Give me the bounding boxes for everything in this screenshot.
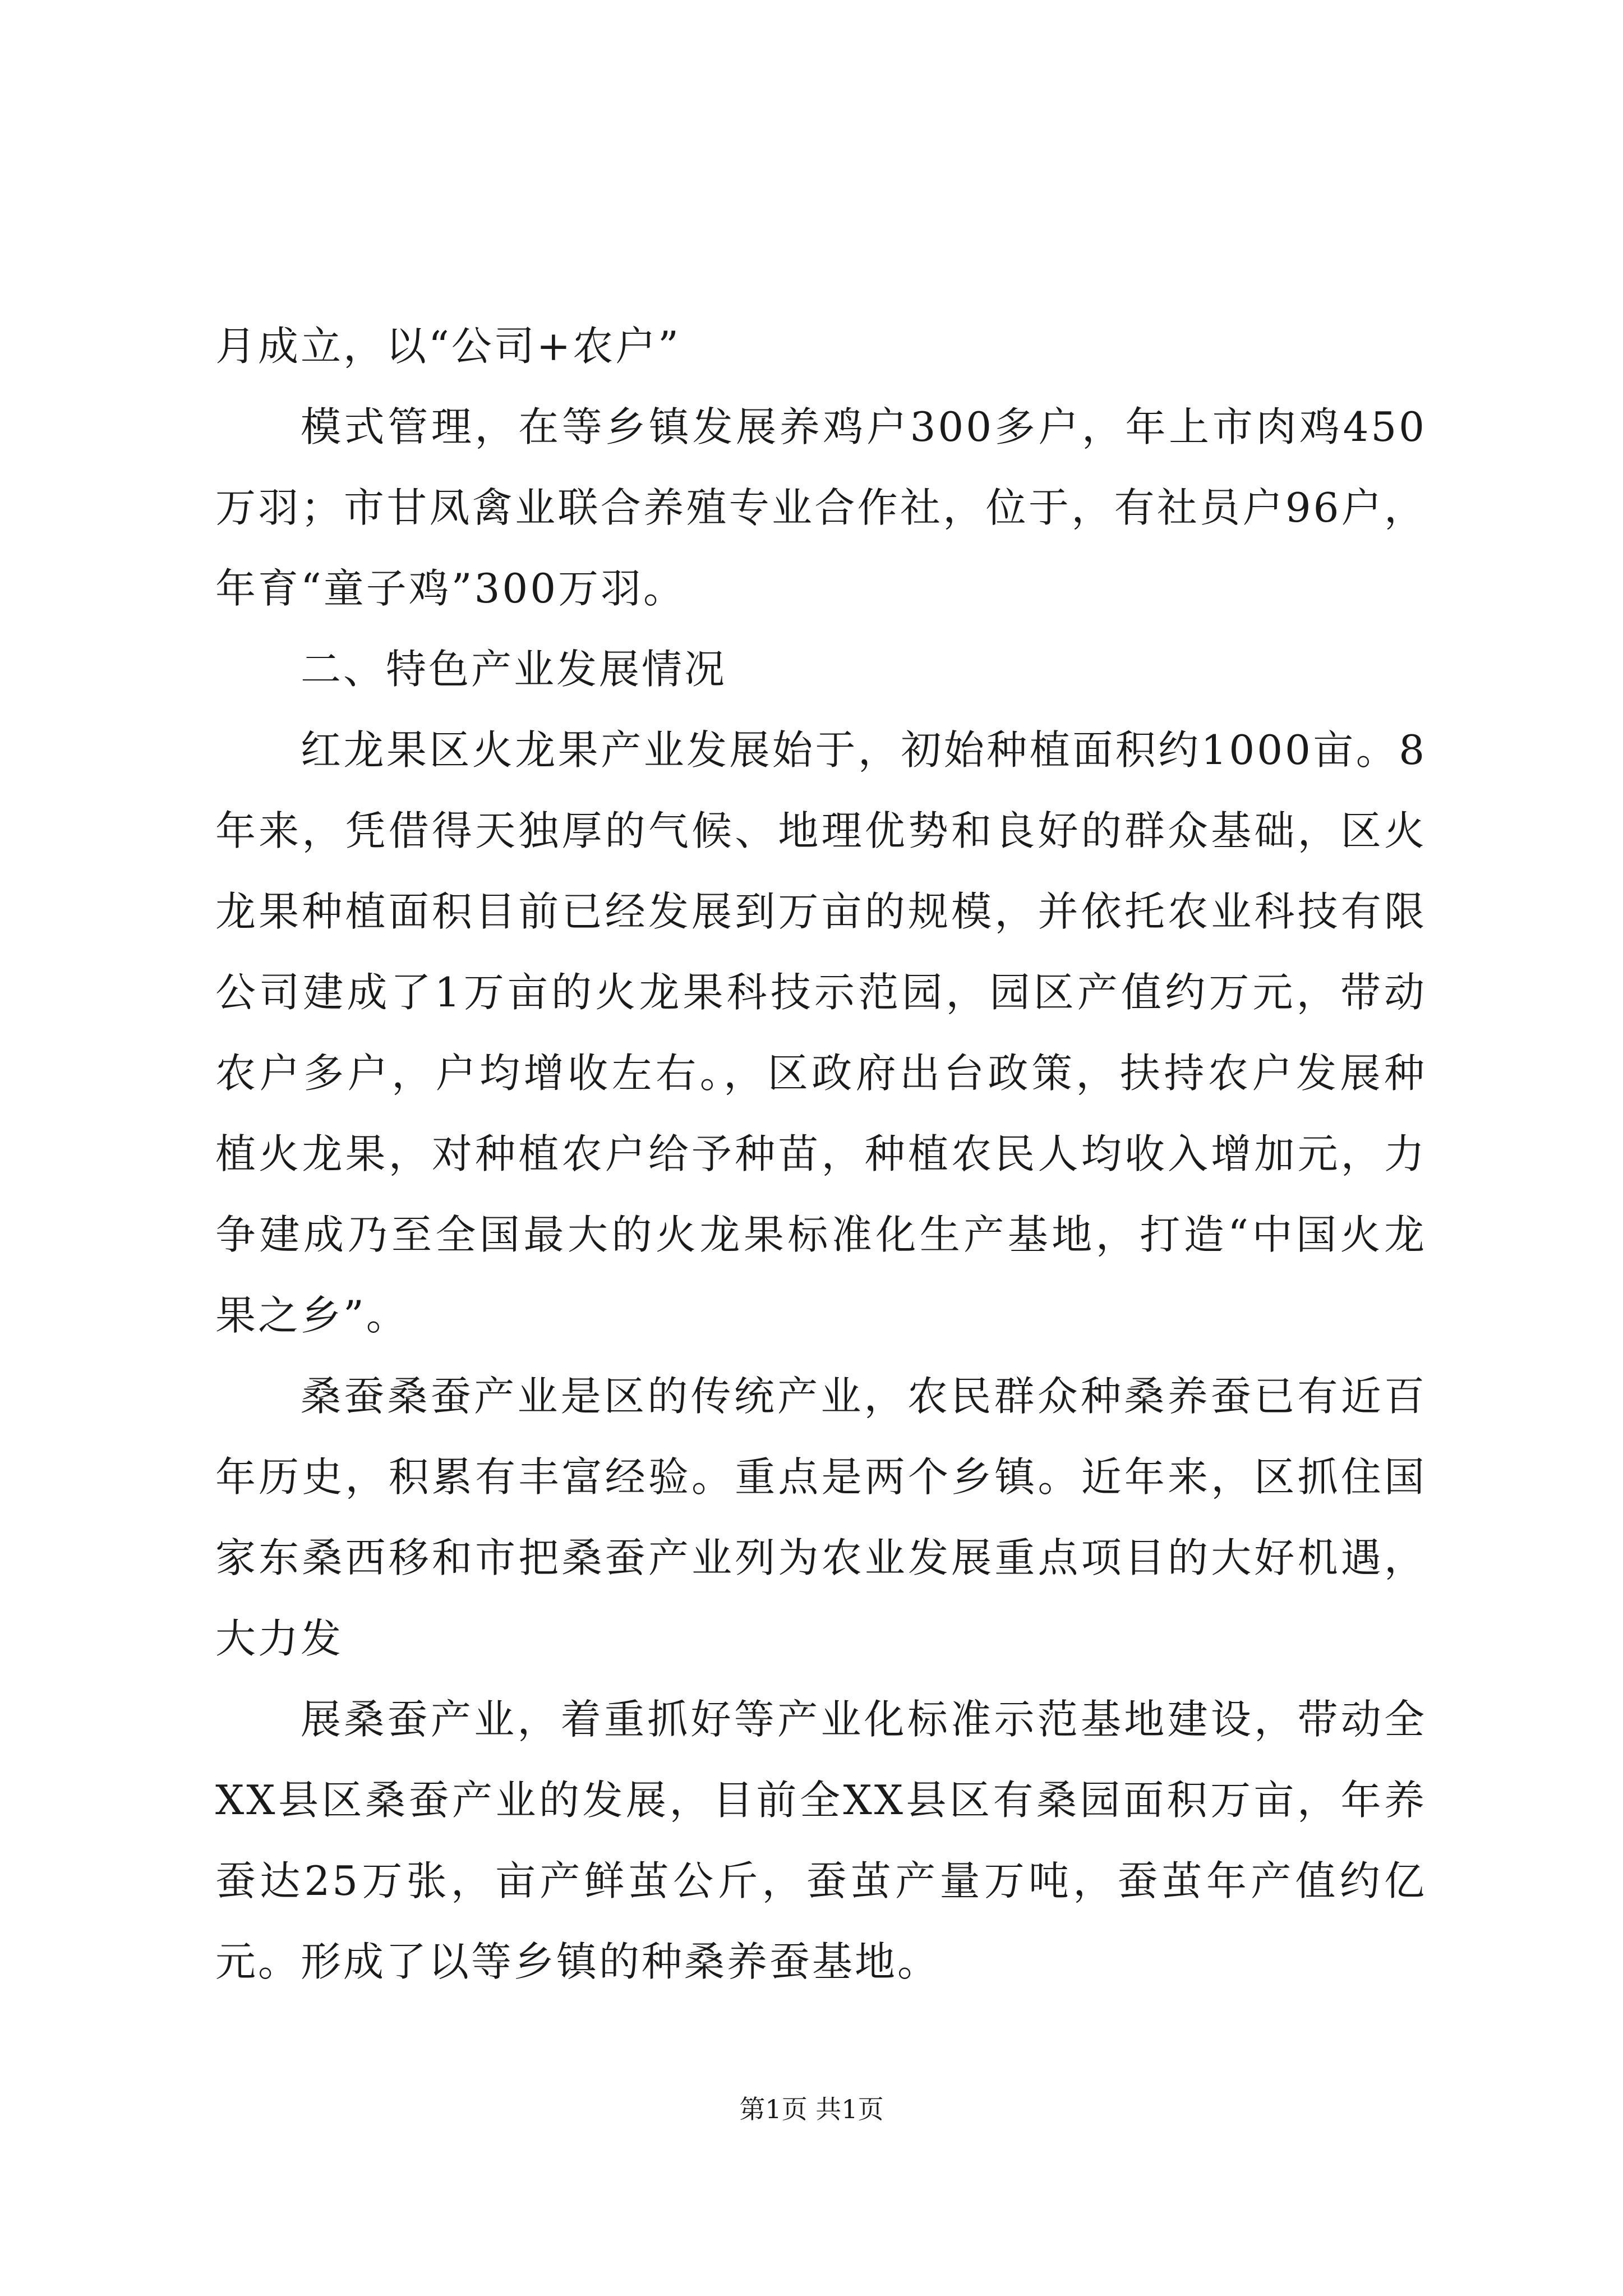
- paragraph-dragon-fruit: 红龙果区火龙果产业发展始于，初始种植面积约1000亩。8年来，凭借得天独厚的气候、地理优势和良好的群众基础，区火龙果种植面积目前已经发展到万亩的规模，并依托农业科技有限公司建成了1万亩的火龙果科技示范园，园区产值约万元，带动农户多户，户均增收左右。，区政府出台政策，扶持农户发展种植火龙果，对种植农户给予种苗，种植农民人均收入增加元，力争建成乃至全国最大的火龙果标准化生产基地，打造“中国火龙果之乡”。: [215, 726, 1427, 1339]
- document-body: [215, 306, 1427, 2002]
- paragraph-continuation: 月成立，以“公司+农户”: [215, 323, 681, 370]
- page-number-footer: 第1页 共1页: [739, 2094, 884, 2124]
- paragraph-sericulture: 桑蚕桑蚕产业是区的传统产业，农民群众种桑养蚕已有近百年历史，积累有丰富经验。重点是两个乡镇。近年来，区抓住国家东桑西移和市把桑蚕产业列为农业发展重点项目的大好机遇，大力发: [215, 1373, 1427, 1662]
- section-heading: 二、特色产业发展情况: [301, 646, 727, 693]
- paragraph-poultry: 模式管理，在等乡镇发展养鸡户300多户，年上市肉鸡450万羽；市甘凤禽业联合养殖专业合作社，位于，有社员户96户，年育“童子鸡”300万羽。: [215, 403, 1427, 612]
- paragraph-sericulture-continued: 展桑蚕产业，着重抓好等产业化标准示范基地建设，带动全XX县区桑蚕产业的发展，目前全XX县区有桑园面积万亩，年养蚕达25万张，亩产鲜茧公斤，蚕茧产量万吨，蚕茧年产值约亿元。形成了以等乡镇的种桑养蚕基地。: [215, 1696, 1427, 1985]
